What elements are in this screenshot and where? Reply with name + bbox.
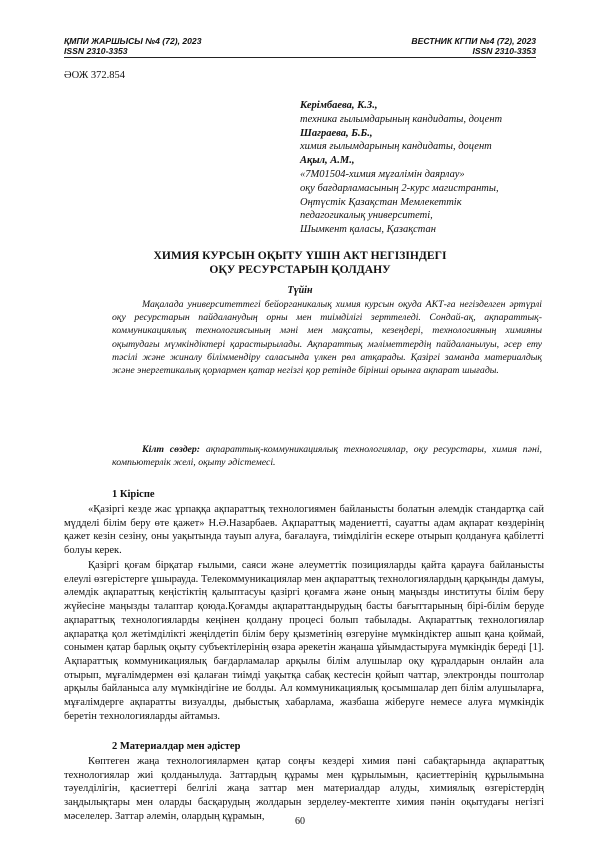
author-name: Шаграева, Б.Б., — [300, 127, 373, 139]
author-affiliation: оқу бағдарламасының 2-курс магистранты, — [300, 182, 499, 194]
body-paragraph: «Қазіргі кезде жас ұрпаққа ақпараттық технологиямен байланысты болатын әлемдік стандартқа сай мүдделі білім беру өте қажет» Н.Ә.Назарбаев. Ақпараттық мәдениетті, сауатты адам ақпарат көздерінің қажет кезін сезіну, оны уақытында тауып алуға, бағалауға, тиімділігін ескере отырып қолдануға қабілетті болуы керек. — [64, 504, 544, 557]
article-title — [64, 249, 536, 277]
author-affiliation: техника ғылымдарының кандидаты, доцент — [300, 113, 503, 125]
body-paragraph: Көптеген жаңа технологиялармен қатар соңғы кездері химия пәні сабақтарында ақпараттық технологиялар жиі қолданылуда. Заттардың құрамы мен құрылымын, қасиеттерінің құрылымына тәуелділігін, қасиеттері белгілі жаңа заттар мен материалдар алуды, химиялық өзгерістердің заңдылықтары мен оларды басқарудың жолдарын зерделеу-мектепте химия пәнін оқытудағы негізгі мәселелер. Заттар әлемін, олардың құрамын, — [64, 756, 544, 822]
journal-name-ru: ВЕСТНИК КГПИ №4 (72), 2023 — [411, 36, 536, 46]
author-name: Ақыл, А.М., — [300, 155, 355, 167]
keywords — [112, 443, 542, 469]
title-line: ОҚУ РЕСУРСТАРЫН ҚОЛДАНУ — [209, 263, 391, 276]
author-affiliation: Оңтүстік Қазақстан Мемлекеттік — [300, 196, 462, 208]
body-paragraph: Қазіргі қоғам бірқатар ғылыми, саяси және әлеуметтік позицияларды қайта қарауға байланысты елеулі өзгерістерге ұшырауда. Телекоммуникациялар мен ақпараттық технологиялардың қарқынды дамуы, әлемдік ақпараттық кеңістіктің қалыптасуы қазіргі қоғамға және оның маңызды институты білім беру жүйесіне маңызды талаптар қоюда.Қоғамды ақпараттандырудың басты бағыттарының бірі-білім беруде ақпараттық технологияларды кеңінен қолдану процесі болып табылады. Ақпараттық технологиялар ақпаратқа қол жетімділікті жеңілдетіп білім беру қызметінің өзгеруіне мүмкіндіктер ашып қана қоймай, сонымен қатар барлық оқыту субъектілерінің өзара әрекетін жаңаша ұйымдастыруға мүмкіндік береді [1]. Ақпараттық коммуникациялық бағдарламалар арқылы білім алушылар оқу құралдарын онлайн ала отырып, мұғалімдермен өзі қалаған тиімді уақытқа сабақ кестесін қойып чаттар, электронды поштолар арқылы байланыса алу мүмкіндігіне ие болды. Ал коммуникациялық қосымшалар деп білім алушыларға, мұғалімдерге ақпаратты визуалды, дыбыстық хабарлама, жазбаша жіберуге немесе алуға мүмкіндік беретін технологияларды айтамыз. — [64, 560, 544, 722]
section-heading-introduction: 1 Кіріспе — [112, 489, 155, 500]
issn-left: ISSN 2310-3353 — [64, 46, 128, 56]
section-heading-methods: 2 Материалдар мен әдістер — [112, 741, 241, 752]
author-affiliation: Шымкент қаласы, Қазақстан — [300, 224, 436, 236]
title-line: ХИМИЯ КУРСЫН ОҚЫТУ ҮШІН АКТ НЕГІЗІНДЕГІ — [153, 249, 447, 262]
header-rule — [64, 57, 536, 58]
keywords-text: ақпараттық-коммуникациялық технологиялар, оқу ресурстары, химия пәні, компьютерлік желі, оқыту әдістемесі. — [112, 444, 543, 469]
author-affiliation: химия ғылымдарының кандидаты, доцент — [300, 141, 492, 153]
header-left — [64, 36, 201, 56]
author-affiliation: «7М01504-химия мұғалімін даярлау» — [300, 168, 465, 180]
page-number: 60 — [295, 816, 305, 827]
abstract-text: Мақалада университеттегі бейорганикалық химия курсын оқуда АКТ-ға негізделген әртүрлі оқу ресурстарын пайдаланудың орны мен тиімділігі зерттеледі. Сондай-ақ, ақпараттық-коммуникациялық технологиясының мәні мен мақсаты, кезеңдері, технологияның химияны оқытудағы мүмкіндіктері қарастырылады. Ақпараттық мәліметтердің пайдаланылуы, әсер ету тәсілі және жиналу біліммендіру саласында үлкен рөл атқарады. Қазіргі заманда материалдық және энергетикалық қорлармен қатар негізгі қор ретінде бірінші орынға ақпарат шығады. — [112, 299, 542, 377]
journal-name-kz: ҚМПИ ЖАРШЫСЫ №4 (72), 2023 — [64, 36, 202, 46]
abstract-heading: Түйін — [287, 285, 313, 296]
keywords-label: Кілт сөздер: — [142, 444, 201, 455]
author-block — [300, 99, 550, 237]
header-right — [411, 36, 536, 56]
author-name: Керімбаева, К.З., — [300, 100, 378, 111]
author-affiliation: педагогикалық университеті, — [300, 210, 433, 222]
issn-right: ISSN 2310-3353 — [472, 46, 536, 56]
udc-code: ӘОЖ 372.854 — [64, 70, 126, 81]
